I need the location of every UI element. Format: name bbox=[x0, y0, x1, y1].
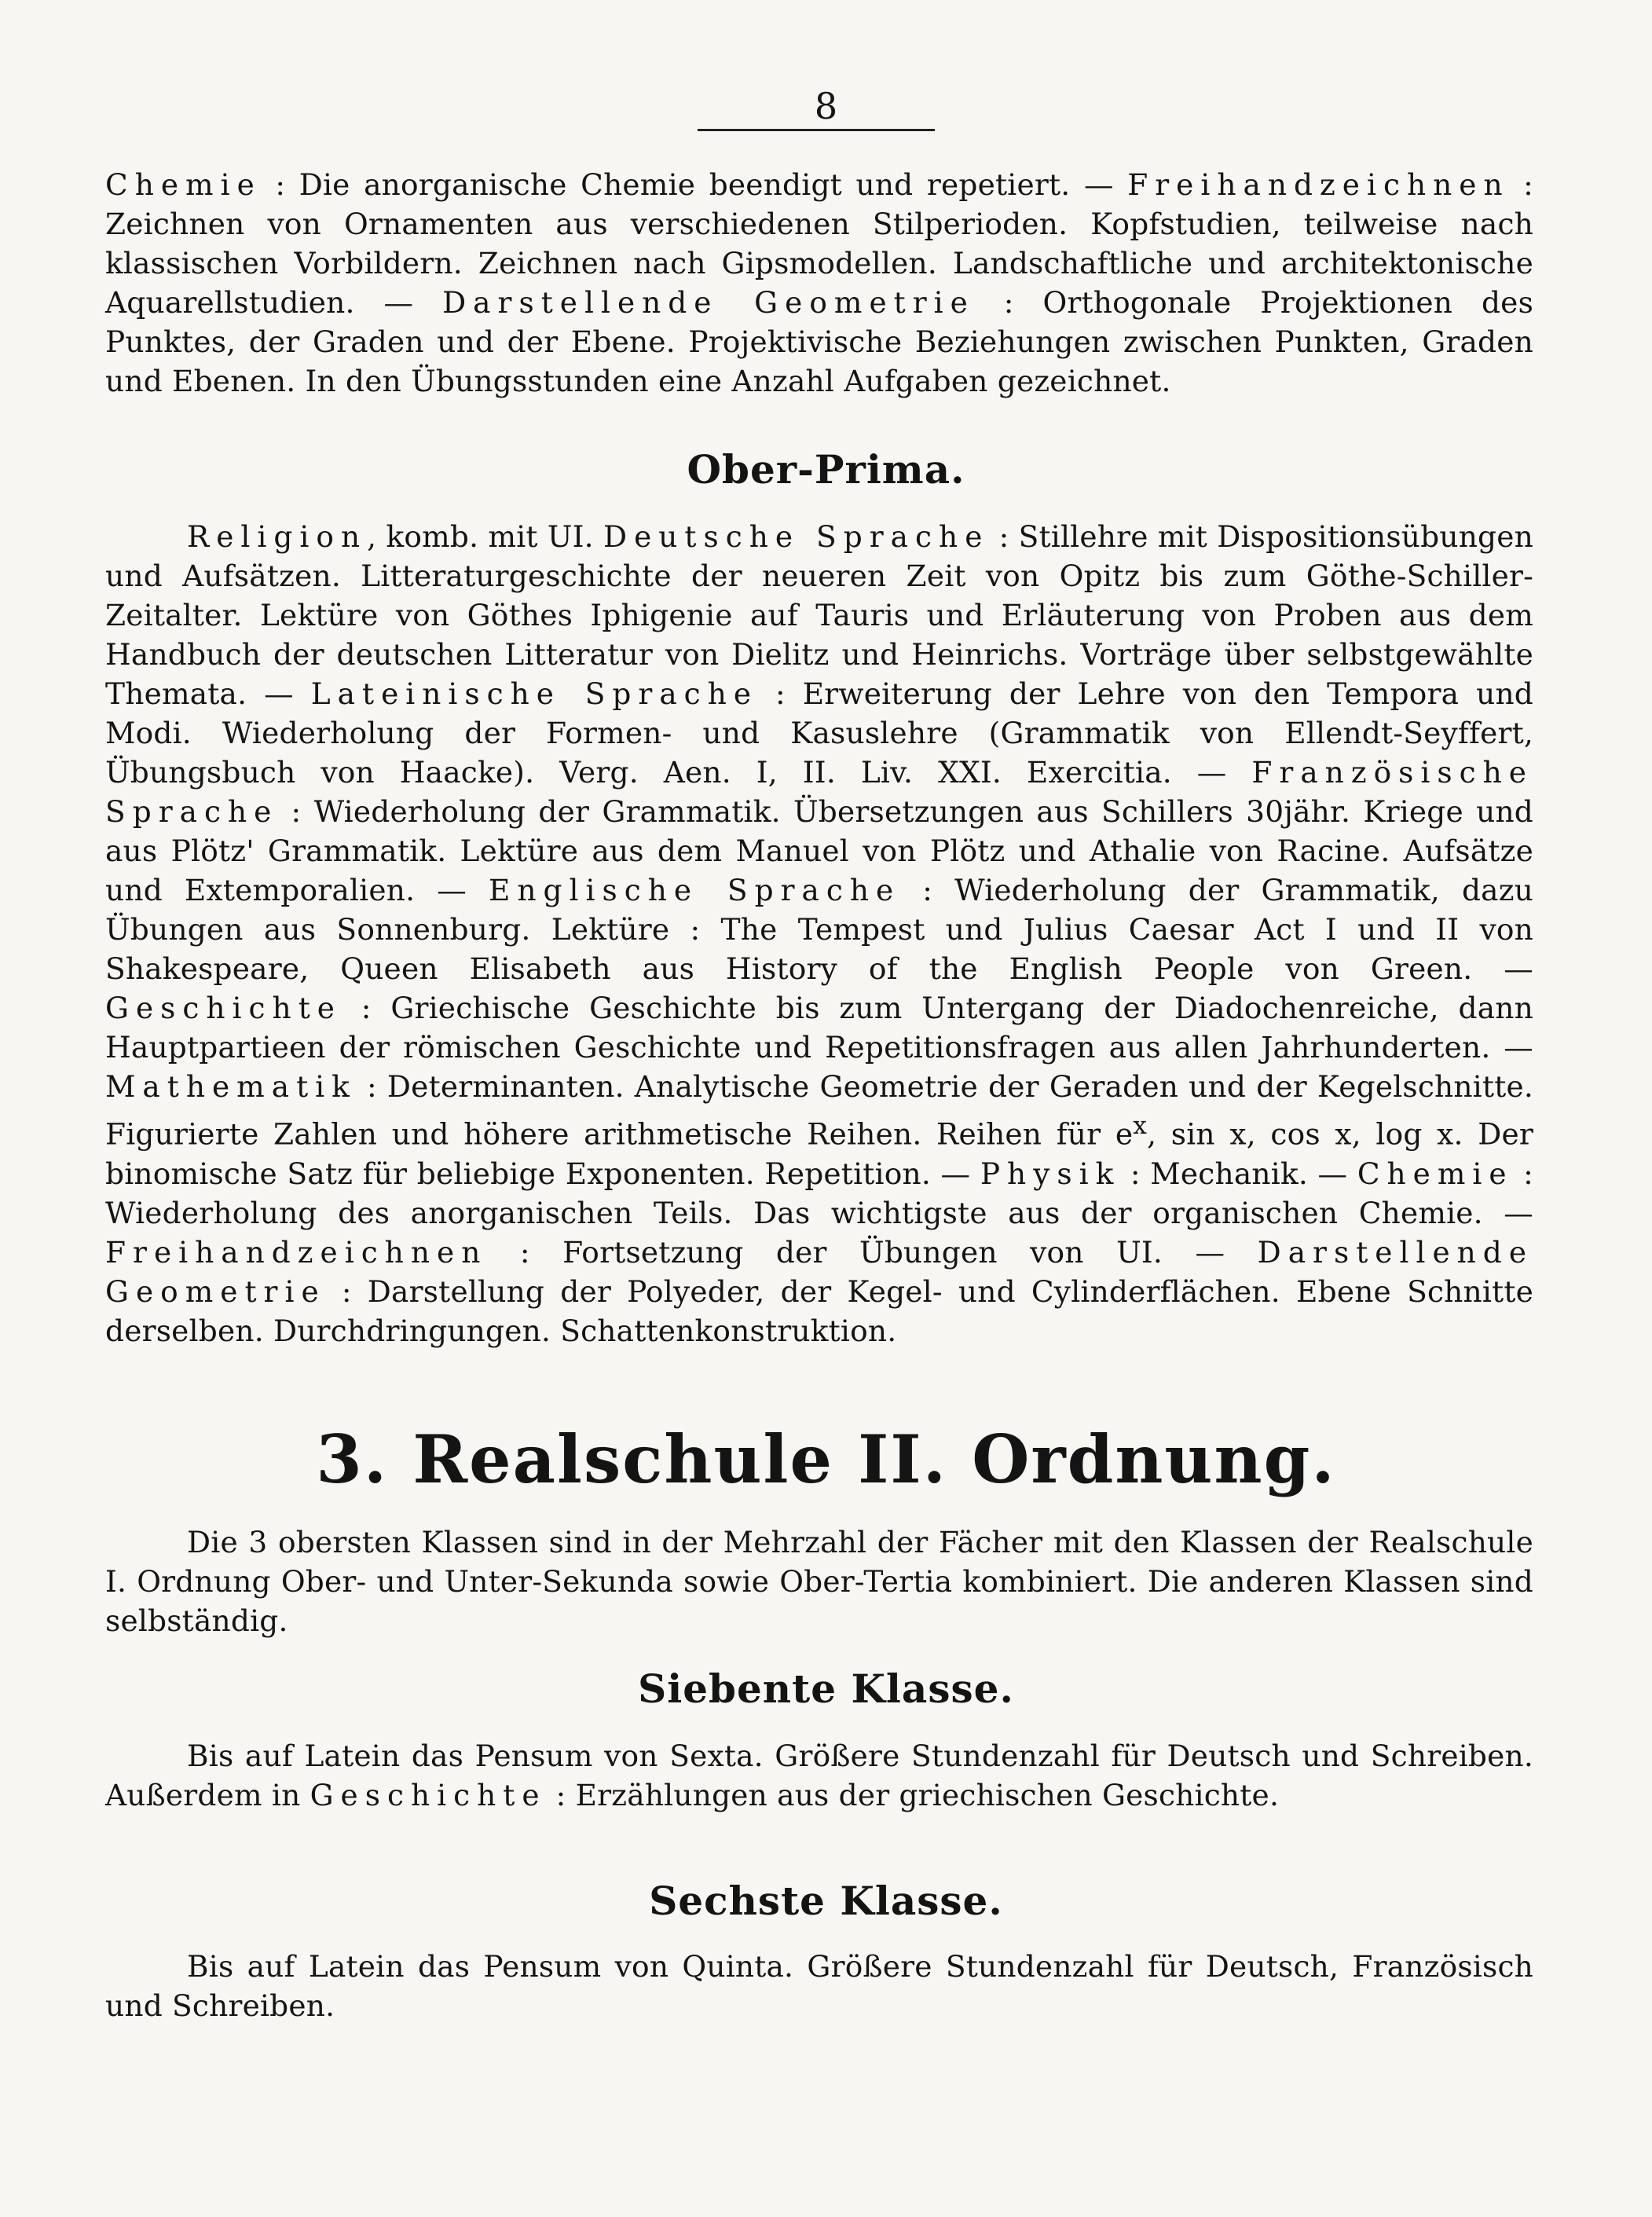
siebente-paragraph: Bis auf Latein das Pensum von Sexta. Größere Stundenzahl für Deutsch und Schreiben. Außerdem in Geschichte : Erzählungen aus der griechischen Geschichte. bbox=[105, 1739, 1533, 1812]
heading-realschule: 3. Realschule II. Ordnung. bbox=[316, 1420, 1336, 1498]
subject-chemie: Chemie bbox=[105, 167, 262, 202]
ober-prima-section bbox=[105, 517, 1533, 1350]
intro-paragraph: Chemie : Die anorganische Chemie beendigt und repetiert. — Freihandzeichnen : Zeichnen von Ornamenten aus verschiedenen Stilperioden. Kopfstudien, teilweise nach klassischen Vorbildern. Zeichnen nach Gipsmodellen. Landschaftliche und architektonische Aquarellstudien. — Darstellende Geometrie : Orthogonale Projektionen des Punktes, der Graden und der Ebene. Projektivische Beziehungen zwischen Punkten, Graden und Ebenen. In den Übungsstunden eine Anzahl Aufgaben gezeichnet. bbox=[105, 167, 1534, 398]
realschule-section bbox=[105, 1523, 1533, 1640]
ober-prima-paragraph: Religion, komb. mit UI. Deutsche Sprache : Stillehre mit Dispositionsübungen und Aufsätzen. Litteraturgeschichte der neueren Zeit von Opitz bis zum Göthe-Schiller-Zeitalter. Lektüre von Göthes Iphigenie auf Tauris und Erläuterung von Proben aus dem Handbuch der deutschen Litteratur von Dielitz und Heinrichs. Vorträge über selbstgewählte Themata. — Lateinische Sprache : Erweiterung der Lehre von den Tempora und Modi. Wiederholung der Formen- und Kasuslehre (Grammatik von Ellendt-Seyffert, Übungsbuch von Haacke). Verg. Aen. I, II. Liv. XXI. Exercitia. — Französische Sprache : Wiederholung der Grammatik. Übersetzungen aus Schillers 30jähr. Kriege und aus Plötz' Grammatik. Lektüre aus dem Manuel von Plötz und Athalie von Racine. Aufsätze und Extemporalien. — Englische Sprache : Wiederholung der Grammatik, dazu Übungen aus Sonnenburg. Lektüre : The Tempest und Julius Caesar Act I und II von Shakespeare, Queen Elisabeth aus History of the English People von Green. — Geschichte : Griechische Geschichte bis zum Untergang der Diadochenreiche, dann Hauptpartieen der römischen Geschichte und Repetitionsfragen aus allen Jahrhunderten. — Mathematik : Determinanten. Analytische Geometrie der Geraden und der Kegelschnitte. Figurierte Zahlen und höhere arithmetische Reihen. Reihen für $e^x$, sin x, cos x, log x. Der binomische Satz für beliebige Exponenten. Repetition. — Physik : Mechanik. — Chemie : Wiederholung des anorganischen Teils. Das wichtigste aus der organischen Chemie. — Freihandzeichnen : Fortsetzung der Übungen von UI. — Darstellende Geometrie : Darstellung der Polyeder, der Kegel- und Cylinderflächen. Ebene Schnitte derselben. Durchdringungen. Schattenkonstruktion. bbox=[105, 519, 1534, 1348]
heading-ober-prima: Ober-Prima. bbox=[687, 446, 965, 493]
subject-freihandzeichnen: Freihandzeichnen bbox=[1127, 167, 1510, 202]
heading-sechste-klasse: Sechste Klasse. bbox=[649, 1878, 1003, 1924]
intro-section bbox=[105, 165, 1533, 401]
header-rule bbox=[698, 129, 935, 131]
page-number: 8 bbox=[814, 85, 838, 127]
subject-darstellende-geometrie: Darstellende Geometrie bbox=[442, 285, 975, 320]
realschule-paragraph: Die 3 obersten Klassen sind in der Mehrzahl der Fächer mit den Klassen der Realschule I. Ordnung Ober- und Unter-Sekunda sowie Ober-Tertia kombiniert. Die anderen Klassen sind selbständig. bbox=[105, 1525, 1533, 1638]
sechste-paragraph: Bis auf Latein das Pensum von Quinta. Größere Stundenzahl für Deutsch, Französisch und Schreiben. bbox=[105, 1949, 1533, 2023]
heading-siebente-klasse: Siebente Klasse. bbox=[638, 1665, 1014, 1712]
siebente-section bbox=[105, 1736, 1533, 1815]
sechste-section bbox=[105, 1947, 1533, 2025]
